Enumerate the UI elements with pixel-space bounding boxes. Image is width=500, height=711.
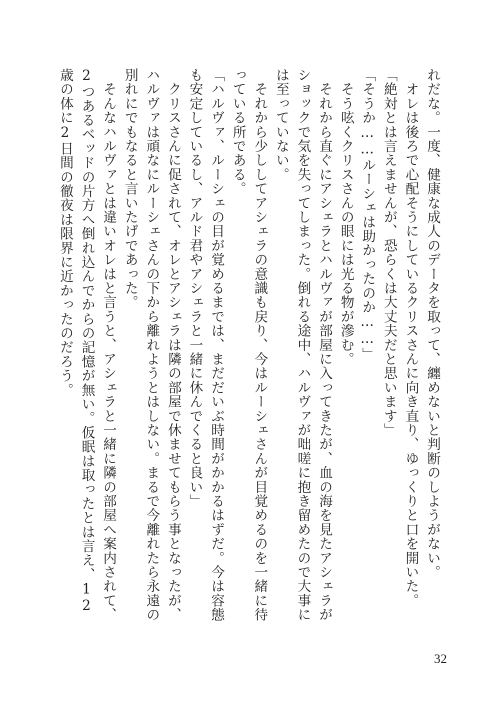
paragraph-1: れだな。一度、健康な成人のデータを取って、纏めないと判断のしようがない。: [424, 68, 440, 580]
paragraph-7: それから少ししてアシェラの意識も戻り、今はルーシェさんが目覚めるのを一緒に待っている所である。: [229, 68, 268, 622]
paragraph-10: そんなハルヴァとは違いオレはと言うと、アシェラと一緒に隣の部屋へ案内されて、2つあるベッドの片方へ倒れ込んでからの記憶が無い。仮眠は取ったとは言え、12歳の体に2日間の徹夜は限界に近かったのだろう。: [56, 68, 117, 622]
page-number: 32: [434, 651, 447, 666]
paragraph-3: 「絶対とは言えませんが、恐らくは大丈夫だと思います」: [380, 68, 397, 438]
paragraph-9: クリスさんに促されて、オレとアシェラは隣の部屋で休ませてもらう事となったが、ハルヴァは頑なにルーシェさんの下から離れようとはしない。まるで今離れたら永遠の別れにでもなると言いたげであった。: [121, 68, 181, 622]
paragraph-6: それから直ぐにアシェラとハルヴァが部屋に入ってきたが、血の海を見たアシェラがショックで気を失ってしまった。倒れる途中、ハルヴァが咄嗟に抱き留めたので大事には至っていない。: [272, 68, 333, 622]
paragraph-5: そう呟くクリスさんの眼には光る物が滲む。: [337, 68, 354, 367]
paragraph-4: 「そうか……ルーシェは助かったのか……」: [359, 68, 376, 362]
vertical-text-block: [52, 68, 442, 628]
paragraph-8: 「ハルヴァ、ルーシェの目が覚めるまでは、まだだいぶ時間がかかるはずだ。今は容態も安定しているし、アルド君やアシェラと一緒に休んでくると良い」: [186, 68, 225, 622]
paragraph-2: オレは後ろで心配そうにしているクリスさんに向き直り、ゆっくりと口を開いた。: [402, 68, 419, 608]
